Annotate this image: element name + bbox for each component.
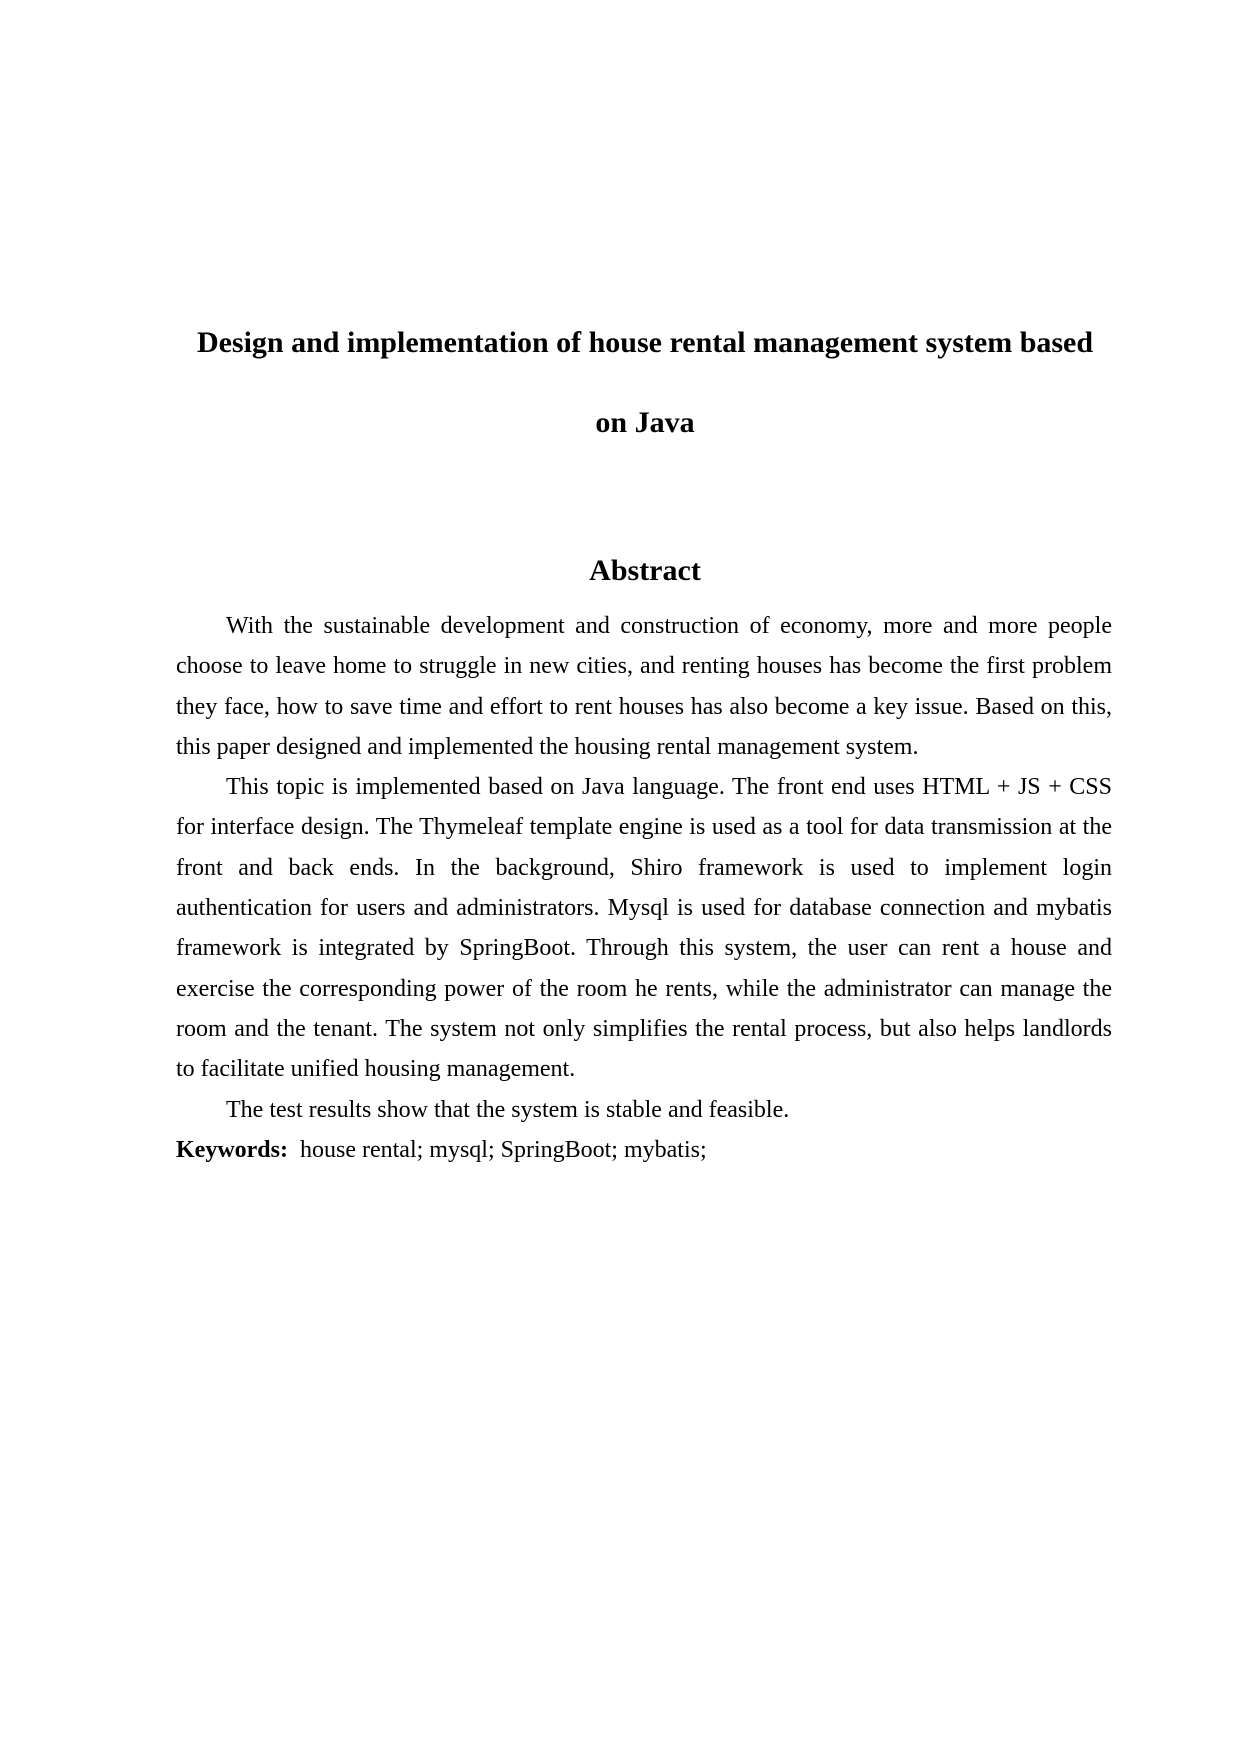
keywords-line [176,1130,1112,1170]
keywords-label: Keywords: [176,1136,288,1163]
keywords-value: house rental; mysql; SpringBoot; mybatis; [299,1136,707,1163]
abstract-paragraph-2: This topic is implemented based on Java language. The front end uses HTML + JS + CSS for interface design. The Thymeleaf template engine is used as a tool for data transmission at the front and back ends. In the background, Shiro framework is used to implement login authentication for users and administrators. Mysql is used for database connection and mybatis framework is integrated by SpringBoot. Through this system, the user can rent a house and exercise the corresponding power of the room he rents, while the administrator can manage the room and the tenant. The system not only simplifies the rental process, but also helps landlords to facilitate unified housing management. [176,774,1112,1083]
paper-title-line-1: Design and implementation of house rental management system based [196,326,1094,359]
abstract-heading: Abstract [589,554,701,587]
paper-title-line-2: on Java [595,406,695,439]
abstract-paragraph-1: With the sustainable development and construction of economy, more and more people choose to leave home to struggle in new cities, and renting houses has become the first problem they face, how to save time and effort to rent houses has also become a key issue. Based on this, this paper designed and implemented the housing rental management system. [176,613,1112,760]
abstract-paragraph-3: The test results show that the system is stable and feasible. [226,1096,790,1123]
abstract-body [176,606,1112,1170]
